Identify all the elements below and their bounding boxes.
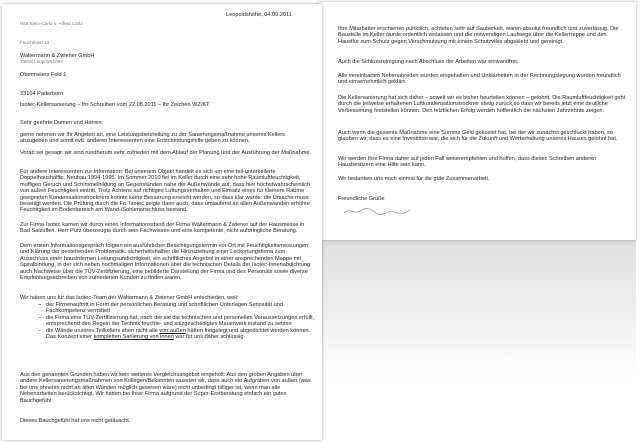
- letter-page-2: [318, 2, 636, 240]
- recipient-line: Obermeiers Feld 1: [20, 72, 67, 79]
- list-item: – die Wände unseres Teilkellers eben nicht alle von außen hätten freigelegt und abgedichtet werden können. Das Konzept einer kompletten Sanierung von innen war für uns daher schlüssig.: [46, 328, 316, 341]
- sender-line: Rita Stein-Carla u. Alfred Carla: [20, 20, 83, 26]
- paragraph: Für andere Interessenten zur Information: Bei unserem Objekt handelt es sich um eine teil-unterkellerte Doppelhaushälfte, Neubau 1994-1995. Im Sommer 2010 fiel im Keller durch eine sehr hohe Raumluftfeuchtigkeit, muffigen Geruch und Schimmelbildung an Gegenständen nahe der Außenwände auf, dass hier höchstwahrscheinlich von außen Feuchtigkeit eintritt. Trotz Achtens auf richtiges Lüftungsverhalten und Einsatz eines für kleinere Räume geeigneten Kondensationstrockners konnte keine Besserung erreicht werden, so dass klar wurde: die Ursache muss beseitigt werden. Die Prüfung durch die Fa. Isotec zeigte dann auch, dass umlaufend an allen Außenwänden erhöhte Feuchtigkeit im Bodenbereich am Wand-/Sohlenanschluss bestand.: [20, 169, 312, 214]
- paragraph: Dieses Bauchgefühl hat uns nicht getäuscht.: [20, 418, 131, 424]
- signature: [342, 205, 412, 217]
- paragraph: gerne nehmen wir Ihr Angebot an, eine Leistungsbeurteilung zu der Sanierungsmaßnahme unseres Kellers abzugeben und somit evtl. anderen Interessenten eine Entscheidungshilfe geben zu können.: [20, 132, 287, 145]
- paragraph: Dem ersten Informationsgespräch folgten ein ausführlicher Besichtigungstermin vor Ort mit Feuchtigkeitsmessungen und Klärung der bestehenden Problematik, sicherheitshalber die Hinzuziehung einer Leckortungsfirma zum Ausschluss einer hausinternen Leitungsundichtigkeit, ein schriftliches Angebot in einer ansprechenden Mappe mit Spiralbindung, in der sich neben nochmaligen Informationen über die technischen Details der Isotec-Innenabdichtung auch Nachweise über die TÜV-Zertifizierung, eine bebilderte Darstellung der Firma und des Personals sowie diverse Empfehlungsschreiben von zufriedenen Kunden zu finden waren.: [20, 243, 312, 282]
- closing: Freundliche Grüße: [338, 196, 385, 202]
- sender-line: Feuchtnest 13: [20, 40, 50, 46]
- underlined-text: kompletten Sanierung von innen: [93, 334, 174, 341]
- paragraph: Vorab sei gesagt: wir sind rundherum sehr zufrieden mit dem Ablauf der Planung und der Ausführung der Maßnahme.: [20, 150, 312, 156]
- paragraph: Zur Firma Isotec kamen wir durch einen Informationsstand der Firma Waltermann & Zwiener auf der Hausmesse in Bad Salzuflen. Herr Purz überzeugte durch sein Fachwissen und eine kompetente, nicht aufdringliche Beratung.: [20, 222, 306, 235]
- recipient-address: [20, 40, 170, 110]
- sender-line: 33818 Leopoldshöhe: [20, 59, 63, 65]
- reasons-list: [36, 302, 316, 340]
- paragraph: Die Kellersanierung hat sich daher – soweit wir es bisher beurteilen können – gelohnt. Die Raumluftfeuchtigkeit geht durch die teilweise erhaltenen Luftkondensationstrockner stetig zurück,so dass wir bereits jetzt eine deutliche Verbesserung feststellen können. Den letztlichen Erfolg werden hoffentlich die nächsten Jahrzehnte zeigen.: [338, 95, 627, 114]
- paragraph: Auch wenn die gesamte Maßnahme eine Summe Geld gekostet hat, bei der wir zunächst geschluckt haben, so glauben wir, dass es eine Investition war, die sich für die Zukunft und Werterhaltung unseres Hauses gelohnt hat.: [338, 130, 618, 143]
- place-date: Leopoldshöhe, 04.09.2011: [226, 12, 292, 18]
- paragraph: Wir bedanken uns noch einmal für die gute Zusammenarbeit.: [338, 176, 490, 182]
- paragraph: Alle vereinbarten Nebenabreden wurden eingehalten und Unklarheiten in der Rechnungslegung wurden freundlich und einvernehmlich geklärt.: [338, 73, 623, 86]
- paragraph: Wir haben uns für das Isotec-Team der Waltermann & Zwiener GmbH entschieden, weil:: [20, 295, 239, 301]
- subject-line: Isotec-Kellersanierung – Ihr Schreiben vom 22.08.2011 – Ihr Zeichen WZ/KT: [20, 102, 210, 108]
- paragraph: Aus den genannten Gründen haben wir kein weiteres Vergleichsangebot eingeholt. Aus den groben Angaben über andere Kellersanierungsmaßnahmen von Kollegen/Bekannten wussten wir, dass auch ein Aufgraben von außen (was bei uns ohnehin nicht an allen Wänden möglich gewesen wäre) nicht unbedingt billiger ist, wenn man alle Nebenarbeiten berücksichtigt. Wir hatten bei Ihrer Firma aufgrund der Super-Erstberatung einfach ein gutes Bauchgefühl.: [20, 372, 313, 404]
- paragraph: Auch die Schlussreinigung nach Abschluss der Arbeiten war einwandfrei.: [338, 59, 519, 65]
- list-item: – die Firma eine TÜV-Zertifizierung hat, nach der sie die technischen und personellen Voraussetzungen erfüllt, entsprechend den Regeln der Technik feuchte- und salzgeschädigtes Mauerwerk instand zu setzen: [46, 315, 316, 328]
- page-shadow: [318, 240, 636, 444]
- salutation: Sehr geehrte Damen und Herren,: [20, 120, 104, 126]
- recipient-line: Waltermann & Zwiener GmbH: [20, 52, 95, 59]
- letter-page-1: [2, 4, 322, 440]
- paragraph: Wir werden Ihre Firma daher auf jeden Fall weiterempfehlen und hoffen, dass dieses Schreiben anderen Hausbesitzern eine Hilfe sein kann.: [338, 156, 598, 169]
- recipient-line: 33104 Paderborn: [20, 91, 64, 98]
- list-item: – der Firmenauftritt in Form der persönlichen Beratung und schriftlichen Unterlagen Seriosität und Fachkompetenz vermittelt: [46, 302, 316, 315]
- underlined-text: von außen: [159, 327, 186, 334]
- paragraph: Ihre Mitarbeiter erschienen pünktlich, achteten sehr auf Sauberkeit, waren absolut freundlich und zuverlässig. Die Baustelle im Keller wurde ordentlich verlassen und die notwendigen Laufwege über die Kellertreppe und den Hausflur zum Schutz gegen Verschmutzung mit einem Schutzvlies abgeklebt und gereinigt.: [338, 26, 621, 45]
